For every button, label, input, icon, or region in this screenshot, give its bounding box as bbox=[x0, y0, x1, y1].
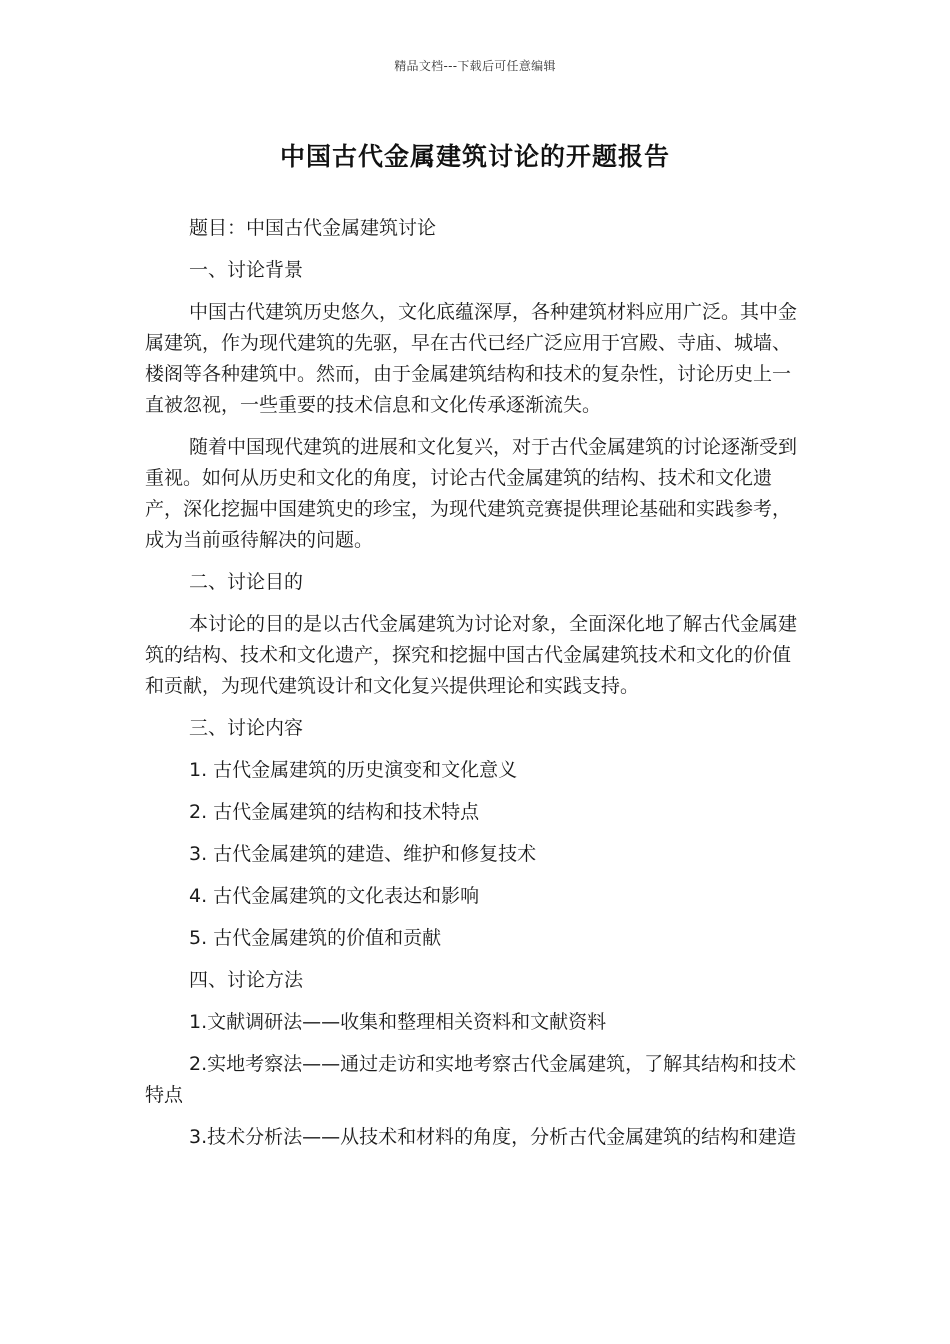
document-title: 中国古代金属建筑讨论的开题报告 bbox=[279, 142, 670, 171]
content-list-item: 2. 古代金属建筑的结构和技术特点 bbox=[189, 801, 480, 823]
method-list-item: 2.实地考察法——通过走访和实地考察古代金属建筑，了解其结构和技术特点 bbox=[145, 1053, 797, 1106]
section-heading-background: 一、讨论背景 bbox=[189, 259, 304, 281]
purpose-paragraph: 本讨论的目的是以古代金属建筑为讨论对象，全面深化地了解古代金属建筑的结构、技术和文化遗产，探究和挖掘中国古代金属建筑技术和文化的价值和贡献，为现代建筑设计和文化复兴提供理论和实践支持。 bbox=[145, 613, 798, 697]
method-list-item: 1.文献调研法——收集和整理相关资料和文献资料 bbox=[189, 1011, 607, 1033]
topic-line: 题目：中国古代金属建筑讨论 bbox=[189, 217, 437, 239]
content-list-item: 3. 古代金属建筑的建造、维护和修复技术 bbox=[189, 843, 537, 865]
page-header-note: 精品文档---下载后可任意编辑 bbox=[394, 59, 556, 73]
document-body bbox=[145, 213, 805, 1164]
section-heading-content: 三、讨论内容 bbox=[189, 717, 304, 739]
content-list-item: 1. 古代金属建筑的历史演变和文化意义 bbox=[189, 759, 518, 781]
content-list-item: 5. 古代金属建筑的价值和贡献 bbox=[189, 927, 442, 949]
background-paragraph-1: 中国古代建筑历史悠久，文化底蕴深厚，各种建筑材料应用广泛。其中金属建筑，作为现代建筑的先驱，早在古代已经广泛应用于宫殿、寺庙、城墙、楼阁等各种建筑中。然而，由于金属建筑结构和技术的复杂性，讨论历史上一直被忽视，一些重要的技术信息和文化传承逐渐流失。 bbox=[145, 301, 798, 416]
background-paragraph-2: 随着中国现代建筑的进展和文化复兴，对于古代金属建筑的讨论逐渐受到重视。如何从历史和文化的角度，讨论古代金属建筑的结构、技术和文化遗产，深化挖掘中国建筑史的珍宝，为现代建筑竞赛提供理论基础和实践参考，成为当前亟待解决的问题。 bbox=[145, 436, 798, 551]
content-list-item: 4. 古代金属建筑的文化表达和影响 bbox=[189, 885, 480, 907]
method-list-item: 3.技术分析法——从技术和材料的角度，分析古代金属建筑的结构和建造 bbox=[189, 1126, 797, 1148]
section-heading-methods: 四、讨论方法 bbox=[189, 969, 304, 991]
section-heading-purpose: 二、讨论目的 bbox=[189, 571, 304, 593]
